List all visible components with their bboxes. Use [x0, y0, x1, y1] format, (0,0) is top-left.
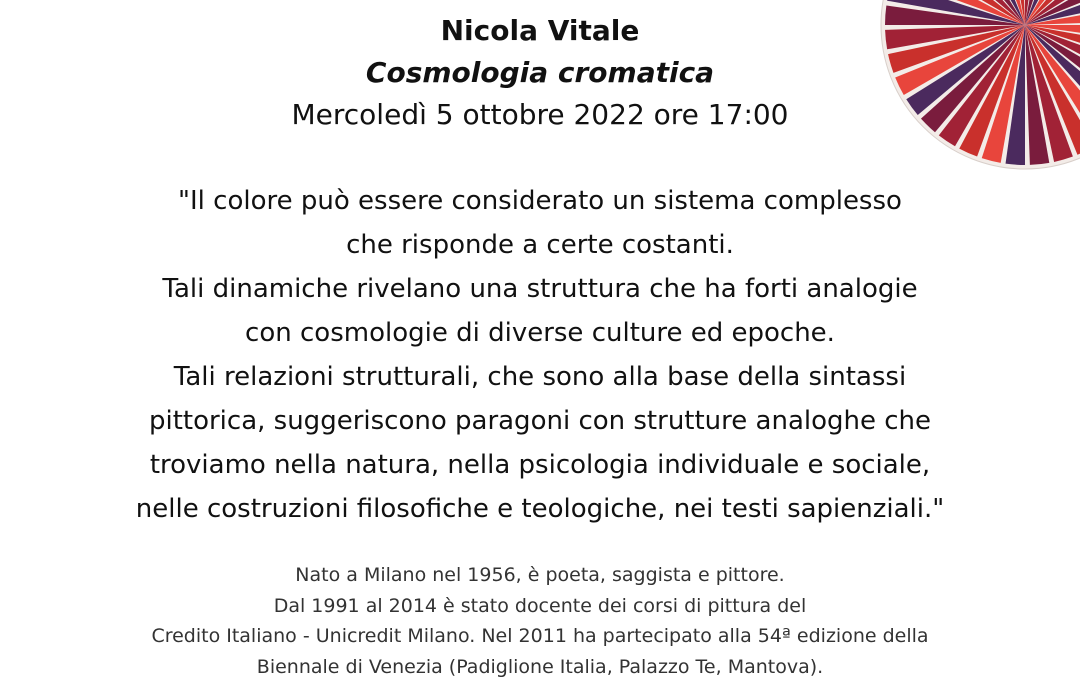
quote-block — [0, 179, 1080, 531]
author-name: Nicola Vitale — [0, 12, 1080, 50]
quote-line: nelle costruzioni filosofiche e teologiche, nei testi sapienziali." — [0, 487, 1080, 531]
quote-line: Tali relazioni strutturali, che sono alla base della sintassi — [0, 355, 1080, 399]
quote-line: che risponde a certe costanti. — [0, 223, 1080, 267]
quote-line: Tali dinamiche rivelano una struttura che ha forti analogie — [0, 267, 1080, 311]
bio-line: Dal 1991 al 2014 è stato docente dei corsi di pittura del — [0, 591, 1080, 622]
bio-line: Nato a Milano nel 1956, è poeta, saggista e pittore. — [0, 560, 1080, 591]
quote-line: pittorica, suggeriscono paragoni con strutture analoghe che — [0, 399, 1080, 443]
bio-line: Biennale di Venezia (Padiglione Italia, Palazzo Te, Mantova). — [0, 652, 1080, 682]
bio-line: Credito Italiano - Unicredit Milano. Nel 2011 ha partecipato alla 54ª edizione della — [0, 621, 1080, 652]
quote-line: con cosmologie di diverse culture ed epoche. — [0, 311, 1080, 355]
event-datetime: Mercoledì 5 ottobre 2022 ore 17:00 — [0, 96, 1080, 134]
quote-line: "Il colore può essere considerato un sistema complesso — [0, 179, 1080, 223]
work-title: Cosmologia cromatica — [0, 54, 1080, 92]
bio-block — [0, 560, 1080, 682]
quote-line: troviamo nella natura, nella psicologia individuale e sociale, — [0, 443, 1080, 487]
